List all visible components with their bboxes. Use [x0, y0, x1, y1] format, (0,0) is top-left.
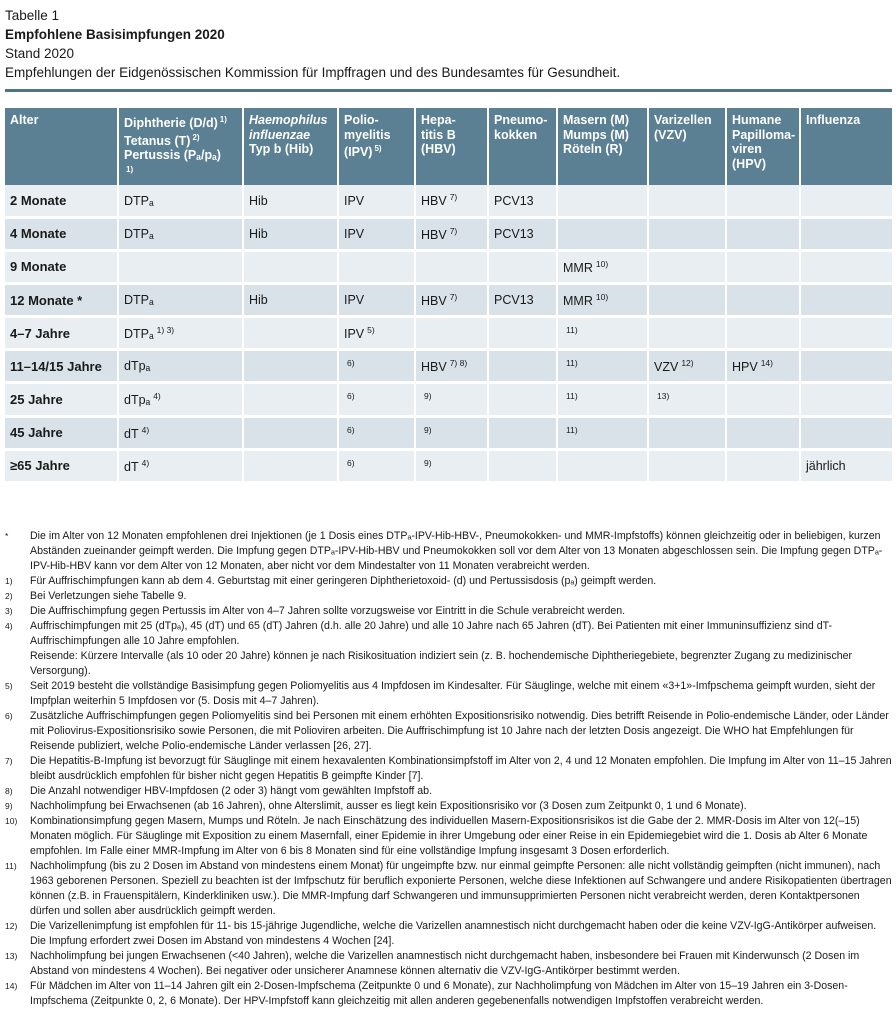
cell-hbv: 9) [415, 383, 488, 416]
cell-mmr: 11) [557, 317, 648, 350]
cell-pneumokokken [488, 317, 557, 350]
footnote-marker: 1) [5, 575, 13, 586]
cell-vzv: VZV $^{12)}$ [648, 350, 726, 383]
cell-vzv [648, 283, 726, 316]
cell-vzv [648, 217, 726, 250]
col-header-vzv: Varizellen (VZV) [648, 108, 726, 185]
cell-pneumokokken: PCV13 [488, 217, 557, 250]
cell-mmr: 11) [557, 416, 648, 449]
cell-influenza [800, 185, 892, 217]
table-row [5, 317, 892, 350]
cell-mmr: 11) [557, 383, 648, 416]
col-header-pneumokokken: Pneumo- kokken [488, 108, 557, 185]
cell-ipv: IPV [338, 217, 415, 250]
cell-hpv [726, 283, 800, 316]
cell-mmr: 11) [557, 350, 648, 383]
footnote-text: Nachholimpfung (bis zu 2 Dosen im Abstand von mindestens einem Monat) für ungeimpfte bzw. nur einmal geimpfte Personen: alle nicht vollständig geimpften (nicht immunen), nach 1963 geborenen Personen. Speziell zu beachten ist der Imfpschutz für beruflich exponierte Personen, welche diese Infektionen auf Schwangere und andere Risikopatienten übertragen können (z.B. in Frauenspitälern, Kinderkliniken usw.). Die MMR-Impfung darf Schwangeren und immunsupprimierten Personen nicht verabreicht werden, deren Kontaktpersonen dürfen und sollen aber ausdrücklich geimpft werden. [30, 859, 892, 917]
footnote [5, 619, 892, 679]
table-row [5, 185, 892, 217]
footnote-text: Seit 2019 besteht die vollständige Basisimpfung gegen Poliomyelitis aus 4 Impfdosen im Kindesalter. Für Säuglinge, welche mit einem «3+1»-Imfpschema geimpft wurden, sieht der Impfplan weiterhin 5 Impfdosen vor (5. Dosis mit 4–7 Jahren). [30, 679, 876, 707]
cell-influenza [800, 416, 892, 449]
footnote [5, 754, 892, 784]
footnote-text: Bei Verletzungen siehe Tabelle 9. [30, 589, 187, 602]
footnote-text: Kombinationsimpfung gegen Masern, Mumps und Röteln. Je nach Einschätzung des individuellen Masern-Expositionsrisikos ist die Gabe der 2. MMR-Dosis im Alter von 12(–15) Monaten möglich. Für Säuglinge mit Exposition zu einem Masernfall, einer Epidemie in ihrer Umgebung oder einer Reise in ein Epidemiegebiet wird die 1. Dosis ab Alter 6 Monate empfohlen. Im Falle einer MMR-Impfung im Alter von 6 bis 8 Monaten sind für eine vollständige Impfung insgesamt 3 Dosen erforderlich. [30, 814, 868, 857]
cell-ipv: IPV $^{5)}$ [338, 317, 415, 350]
cell-influenza [800, 250, 892, 283]
row-age-label: 45 Jahre [5, 416, 118, 449]
footnote-marker: * [5, 530, 9, 541]
cell-pneumokokken [488, 350, 557, 383]
footnote-marker: 12) [5, 920, 18, 931]
footnote [5, 784, 892, 799]
cell-pneumokokken [488, 383, 557, 416]
footnote [5, 589, 892, 604]
cell-hbv: HBV $^{7)}$ [415, 185, 488, 217]
cell-dtp: dT $^{4)}$ [118, 449, 243, 481]
footnotes-section [5, 529, 892, 1009]
table-header-row [5, 108, 892, 185]
cell-pneumokokken [488, 250, 557, 283]
cell-ipv: 6) [338, 383, 415, 416]
cell-hpv [726, 383, 800, 416]
footnote [5, 979, 892, 1009]
cell-hib [243, 416, 338, 449]
row-age-label: 12 Monate * [5, 283, 118, 316]
cell-hib: Hib [243, 283, 338, 316]
cell-vzv [648, 416, 726, 449]
cell-ipv: 6) [338, 416, 415, 449]
cell-influenza [800, 383, 892, 416]
page-title: Empfohlene Basisimpfungen 2020 [5, 27, 225, 42]
footnote-marker: 13) [5, 950, 18, 961]
cell-hbv: 9) [415, 416, 488, 449]
table-row [5, 383, 892, 416]
cell-pneumokokken: PCV13 [488, 185, 557, 217]
document-header [5, 6, 892, 82]
cell-vzv: 13) [648, 383, 726, 416]
cell-influenza: jährlich [800, 449, 892, 481]
footnote-text: Die Hepatitis-B-Impfung ist bevorzugt für Säuglinge mit einem hexavalenten Kombinationsimpfstoff im Alter von 2, 4 und 12 Monaten empfohlen. Die Impfung im Alter von 11–15 Jahren bleibt ausdrücklich empfohlen für bisher nicht gegen Hepatitis B geimpfte Kinder [7]. [30, 754, 892, 782]
footnote [5, 679, 892, 709]
footnote-marker: 11) [5, 860, 17, 871]
cell-dtp: DTPₐ $^{1) 3)}$ [118, 317, 243, 350]
cell-hpv [726, 416, 800, 449]
cell-hib [243, 317, 338, 350]
footnote [5, 799, 892, 814]
cell-vzv [648, 317, 726, 350]
table-row [5, 449, 892, 481]
col-header-alter: Alter [5, 108, 118, 185]
cell-hpv [726, 250, 800, 283]
col-header-ipv: Polio- myelitis (IPV) $^{5)}$ [338, 108, 415, 185]
cell-influenza [800, 317, 892, 350]
table-row [5, 217, 892, 250]
footnote [5, 529, 892, 574]
cell-pneumokokken [488, 449, 557, 481]
footnote-text: Für Mädchen im Alter von 11–14 Jahren gilt ein 2-Dosen-Impfschema (Zeitpunkte 0 und 6 Monate), zur Nachholimpfung von Mädchen im Alter von 15–19 Jahren ein 3-Dosen-Impfschema (Zeitpunkte 0, 2, 6 Monate). Der HPV-Impfstoff kann gleichzeitig mit allen anderen gegebenenfalls notwendigen Impfstoffen verabreicht werden. [30, 979, 848, 1007]
footnote-marker: 5) [5, 680, 13, 691]
row-age-label: 9 Monate [5, 250, 118, 283]
footnote-text: Die im Alter von 12 Monaten empfohlenen drei Injektionen (je 1 Dosis eines DTPₐ-IPV-Hib-HBV-, Pneumokokken- und MMR-Impfstoffs) können gleichzeitig oder in beliebigen, kurzen Abständen zueinander geimpft werden. Die Impfung gegen DTPₐ-IPV-Hib-HBV und Pneumokokken soll vor dem Alter von 13 Monaten abgeschlossen sein. Die Impfung gegen DTPₐ-IPV-Hib-HBV kann vor dem Alter von 12 Monaten, aber nicht vor dem Mindestalter von 11 Monaten verabreicht werden. [30, 529, 883, 572]
col-header-hbv: Hepa- titis B (HBV) [415, 108, 488, 185]
cell-ipv: 6) [338, 449, 415, 481]
row-age-label: 11–14/15 Jahre [5, 350, 118, 383]
cell-hpv: HPV $^{14)}$ [726, 350, 800, 383]
row-age-label: ≥65 Jahre [5, 449, 118, 481]
cell-hbv [415, 317, 488, 350]
cell-vzv [648, 449, 726, 481]
col-header-dtp: Diphtherie (D/d) $^{1)}$ Tetanus (T) $^{2)}$ Pertussis (Pₐ/pₐ) $^{1)}$ [118, 108, 243, 185]
footnote-text: Die Auffrischimpfung gegen Pertussis im Alter von 4–7 Jahren sollte vorzugsweise vor Eintritt in die Schule verabreicht werden. [30, 604, 626, 617]
cell-hpv [726, 185, 800, 217]
cell-influenza [800, 350, 892, 383]
table-row [5, 350, 892, 383]
footnote-marker: 14) [5, 980, 18, 991]
cell-hib [243, 350, 338, 383]
page-subtitle: Empfehlungen der Eidgenössischen Kommission für Impffragen und des Bundesamtes für Gesundheit. [5, 65, 621, 80]
cell-pneumokokken [488, 416, 557, 449]
table-label: Tabelle 1 [5, 8, 60, 23]
footnote-marker: 8) [5, 785, 13, 796]
cell-hib [243, 449, 338, 481]
row-age-label: 2 Monate [5, 185, 118, 217]
footnote-marker: 7) [5, 755, 13, 766]
cell-hbv: HBV $^{7) 8)}$ [415, 350, 488, 383]
footnote-text: Für Auffrischimpfungen kann ab dem 4. Geburtstag mit einer geringeren Diphtherietoxoid- (d) und Pertussisdosis (pₐ) geimpft werden. [30, 574, 657, 587]
footnote [5, 604, 892, 619]
divider [5, 89, 892, 92]
cell-ipv [338, 250, 415, 283]
footnote-marker: 4) [5, 620, 13, 631]
footnote-text: Nachholimpfung bei Erwachsenen (ab 16 Jahren), ohne Alterslimit, ausser es liegt kein Expositionsrisiko vor (3 Dosen zum Zeitpunkt 0, 1 und 6 Monate). [30, 799, 747, 812]
status-line: Stand 2020 [5, 46, 75, 61]
cell-mmr: MMR $^{10)}$ [557, 283, 648, 316]
cell-hib [243, 383, 338, 416]
row-age-label: 25 Jahre [5, 383, 118, 416]
cell-mmr [557, 449, 648, 481]
footnote-text: Die Varizellenimpfung ist empfohlen für 11- bis 15-jährige Jugendliche, welche die Varizellen anamnestisch nicht durchgemacht haben oder die keine VZV-IgG-Antikörper aufweisen. Die Impfung erfordert zwei Dosen im Abstand von mindestens 4 Wochen [24]. [30, 919, 877, 947]
cell-dtp: dTpₐ $^{4)}$ [118, 383, 243, 416]
cell-mmr: MMR $^{10)}$ [557, 250, 648, 283]
footnote-text: Zusätzliche Auffrischimpfungen gegen Poliomyelitis sind bei Personen mit einem erhöhten Expositionsrisiko notwendig. Dies betrifft Reisende in Polio-endemische Länder, oder Länder mit Poliovirus-Expositionsrisiko sowie Personen, die mit Polioviren arbeiten. Die Auffrischimpfung ist 10 Jahre nach der letzten Dosis angezeigt. Die WHO hat Empfehlungen für Reisende publiziert, welche Polio-endemische Länder verlassen [26, 27]. [30, 709, 889, 752]
footnote-text: Auffrischimpfungen mit 25 (dTpₐ), 45 (dT) und 65 (dT) Jahren (d.h. alle 20 Jahre) und alle 10 Jahre nach 65 Jahren (dT). Bei Patienten mit einer Immuninsuffizienz sind dT-Auffrischimpfungen alle 10 Jahre empfohlen. Reisende: Kürzere Intervalle (als 10 oder 20 Jahre) können je nach Risikosituation indiziert sein (z. B. hochendemische Diphtheriegebiete, begrenzter Zugang zu medizinischer Versorgung). [30, 619, 853, 677]
vaccination-schedule-table [5, 108, 892, 481]
table-body [5, 185, 892, 480]
cell-dtp: dTpₐ [118, 350, 243, 383]
footnote [5, 859, 892, 919]
footnote-marker: 2) [5, 590, 13, 601]
cell-vzv [648, 185, 726, 217]
footnote [5, 919, 892, 949]
cell-hbv: HBV $^{7)}$ [415, 217, 488, 250]
col-header-hib: Haemophilus influenzae Typ b (Hib) [243, 108, 338, 185]
cell-mmr [557, 217, 648, 250]
cell-ipv: IPV [338, 185, 415, 217]
cell-hpv [726, 217, 800, 250]
footnote-marker: 6) [5, 710, 13, 721]
cell-dtp [118, 250, 243, 283]
col-header-influenza: Influenza [800, 108, 892, 185]
table-row [5, 416, 892, 449]
cell-hib [243, 250, 338, 283]
cell-hbv: 9) [415, 449, 488, 481]
footnote [5, 814, 892, 859]
footnote-marker: 9) [5, 800, 13, 811]
cell-hib: Hib [243, 185, 338, 217]
footnote [5, 949, 892, 979]
cell-hbv: HBV $^{7)}$ [415, 283, 488, 316]
cell-hpv [726, 449, 800, 481]
col-header-hpv: Humane Papilloma- viren (HPV) [726, 108, 800, 185]
cell-dtp: dT $^{4)}$ [118, 416, 243, 449]
footnote-text: Nachholimpfung bei jungen Erwachsenen (<40 Jahren), welche die Varizellen anamnestisch nicht durchgemacht haben, insbesondere bei Frauen mit Kinderwunsch (2 Dosen im Abstand von mindestens 4 Wochen). Bei negativer oder unsicherer Anamnese können alternativ die VZV-IgG-Antikörper bestimmt werden. [30, 949, 860, 977]
cell-dtp: DTPₐ [118, 185, 243, 217]
cell-pneumokokken: PCV13 [488, 283, 557, 316]
cell-vzv [648, 250, 726, 283]
cell-dtp: DTPₐ [118, 217, 243, 250]
footnote [5, 709, 892, 754]
cell-influenza [800, 283, 892, 316]
table-row [5, 283, 892, 316]
cell-ipv: 6) [338, 350, 415, 383]
footnote-marker: 10) [5, 815, 18, 826]
row-age-label: 4–7 Jahre [5, 317, 118, 350]
cell-hib: Hib [243, 217, 338, 250]
cell-influenza [800, 217, 892, 250]
col-header-mmr: Masern (M) Mumps (M) Röteln (R) [557, 108, 648, 185]
footnote-text: Die Anzahl notwendiger HBV-Impfdosen (2 oder 3) hängt vom gewählten Impfstoff ab. [30, 784, 433, 797]
cell-dtp: DTPₐ [118, 283, 243, 316]
row-age-label: 4 Monate [5, 217, 118, 250]
footnote-marker: 3) [5, 605, 13, 616]
cell-hpv [726, 317, 800, 350]
cell-hbv [415, 250, 488, 283]
footnote [5, 574, 892, 589]
cell-mmr [557, 185, 648, 217]
table-row [5, 250, 892, 283]
cell-ipv: IPV [338, 283, 415, 316]
